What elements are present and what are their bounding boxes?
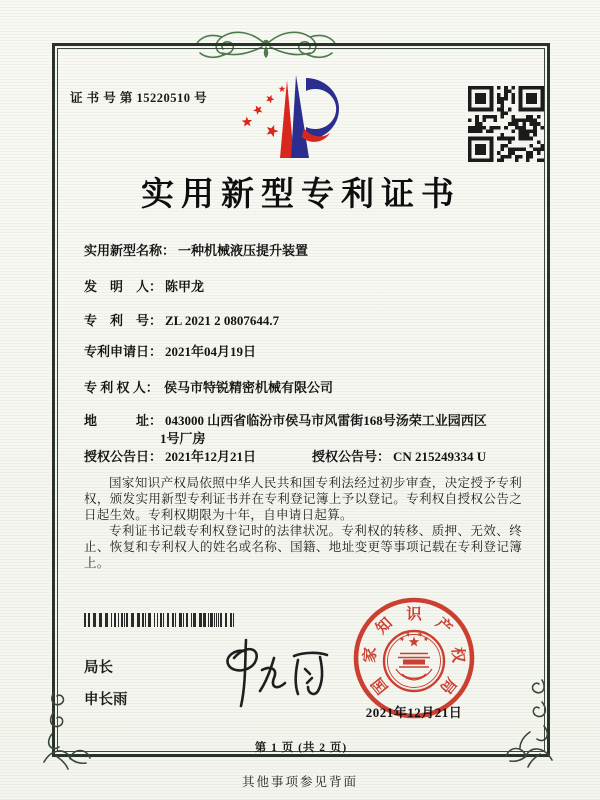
field-value: 1号厂房 (160, 431, 206, 446)
director-signature (208, 636, 333, 711)
certificate-title: 实用新型专利证书 (141, 177, 461, 213)
svg-text:局: 局 (436, 673, 460, 697)
legal-body-text (84, 476, 522, 571)
field-patent-number (84, 310, 279, 329)
field-label: 授权公告号： (312, 449, 391, 464)
cnipa-logo (230, 58, 390, 166)
field-utility-model-name (84, 240, 308, 259)
field-label: 发 明 人： (84, 279, 163, 294)
field-value: 2021年04月19日 (165, 344, 257, 359)
svg-text:知: 知 (372, 614, 396, 638)
field-label: 授权公告日： (84, 449, 163, 464)
qr-code (468, 86, 544, 162)
field-value: CN 215249334 U (393, 449, 487, 464)
corner-flourish-right (502, 676, 560, 770)
field-address (84, 410, 487, 429)
director-title: 局长 (84, 660, 113, 676)
corner-flourish-left (36, 690, 94, 770)
field-value: 2021年12月21日 (165, 449, 257, 464)
field-value: 侯马市特锐精密机械有限公司 (164, 380, 334, 395)
field-label: 地 址： (84, 413, 163, 428)
svg-text:国: 国 (368, 673, 392, 697)
field-label: 专 利 号： (84, 313, 163, 328)
field-value: 043000 山西省临汾市侯马市风雷街168号汤荣工业园西区 (165, 413, 487, 428)
svg-text:识: 识 (406, 606, 422, 623)
field-address-line2 (160, 428, 206, 447)
director-name: 申长雨 (84, 692, 128, 708)
svg-text:权: 权 (448, 646, 467, 664)
field-grant-number (312, 446, 486, 465)
field-grant-date (84, 446, 256, 465)
page-number: 第 1 页 (共 2 页) (254, 742, 348, 754)
seal-date: 2021年12月21日 (365, 705, 463, 720)
body-paragraph-2: 专利证书记载专利权登记时的法律状况。专利权的转移、质押、无效、终止、恢复和专利权人的姓名或名称、国籍、地址变更等事项记载在专利登记簿上。 (84, 523, 522, 570)
certificate-number: 证 书 号 第 15220510 号 (70, 91, 208, 105)
field-inventor (84, 276, 204, 295)
field-patentee (84, 377, 333, 396)
field-value: 一种机械液压提升装置 (178, 243, 309, 258)
field-value: 陈甲龙 (165, 279, 205, 294)
field-filing-date (84, 341, 256, 360)
official-red-seal (350, 594, 478, 722)
back-side-note: 其他事项参见背面 (241, 775, 358, 789)
field-value: ZL 2021 2 0807644.7 (165, 313, 280, 328)
field-label: 实用新型名称： (84, 243, 176, 258)
body-paragraph-1: 国家知识产权局依照中华人民共和国专利法经过初步审查，决定授予专利权，颁发实用新型专利证书并在专利登记簿上予以登记。专利权自授权公告之日起生效。专利权期限为十年，自申请日起算。 (84, 476, 522, 522)
field-label: 专利申请日： (84, 344, 163, 359)
barcode (84, 613, 234, 627)
field-label: 专 利 权 人： (84, 380, 159, 395)
svg-text:产: 产 (432, 614, 456, 638)
logo-p-bowl (306, 78, 339, 140)
national-emblem (384, 631, 444, 691)
svg-text:家: 家 (361, 646, 380, 664)
